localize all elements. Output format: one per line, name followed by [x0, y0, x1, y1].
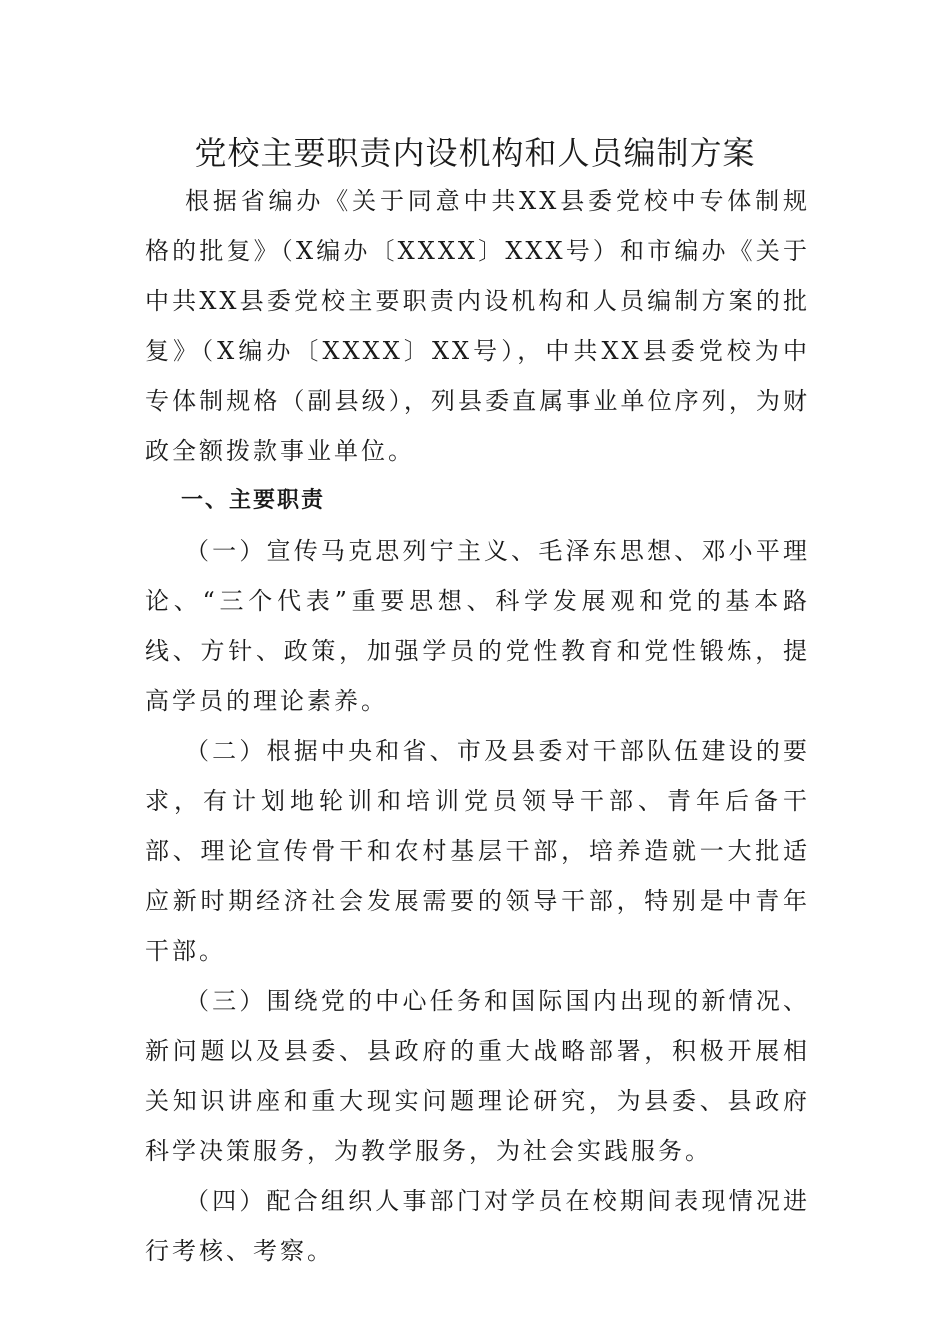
duty-item-4: （四）配合组织人事部门对学员在校期间表现情况进行考核、考察。 [145, 1187, 810, 1265]
document-title: 党校主要职责内设机构和人员编制方案 [194, 134, 756, 172]
section-heading-main-duties: 一、主要职责 [181, 488, 326, 513]
document-body [145, 176, 810, 1276]
duty-item-1: （一）宣传马克思列宁主义、毛泽东思想、邓小平理论、“三个代表”重要思想、科学发展观和党的基本路线、方针、政策，加强学员的党性教育和党性锻炼，提高学员的理论素养。 [145, 537, 810, 715]
intro-paragraph: 根据省编办《关于同意中共XX县委党校中专体制规格的批复》（X编办〔XXXX〕XXX号）和市编办《关于中共XX县委党校主要职责内设机构和人员编制方案的批复》（X编办〔XXXX〕XX号），中共XX县委党校为中专体制规格（副县级），列县委直属事业单位序列，为财政全额拨款事业单位。 [145, 187, 810, 465]
duty-item-2: （二）根据中央和省、市及县委对干部队伍建设的要求，有计划地轮训和培训党员领导干部、青年后备干部、理论宣传骨干和农村基层干部，培养造就一大批适应新时期经济社会发展需要的领导干部，特别是中青年干部。 [145, 737, 810, 965]
duty-item-3: （三）围绕党的中心任务和国际国内出现的新情况、新问题以及县委、县政府的重大战略部署，积极开展相关知识讲座和重大现实问题理论研究，为县委、县政府科学决策服务，为教学服务，为社会实践服务。 [145, 987, 810, 1165]
